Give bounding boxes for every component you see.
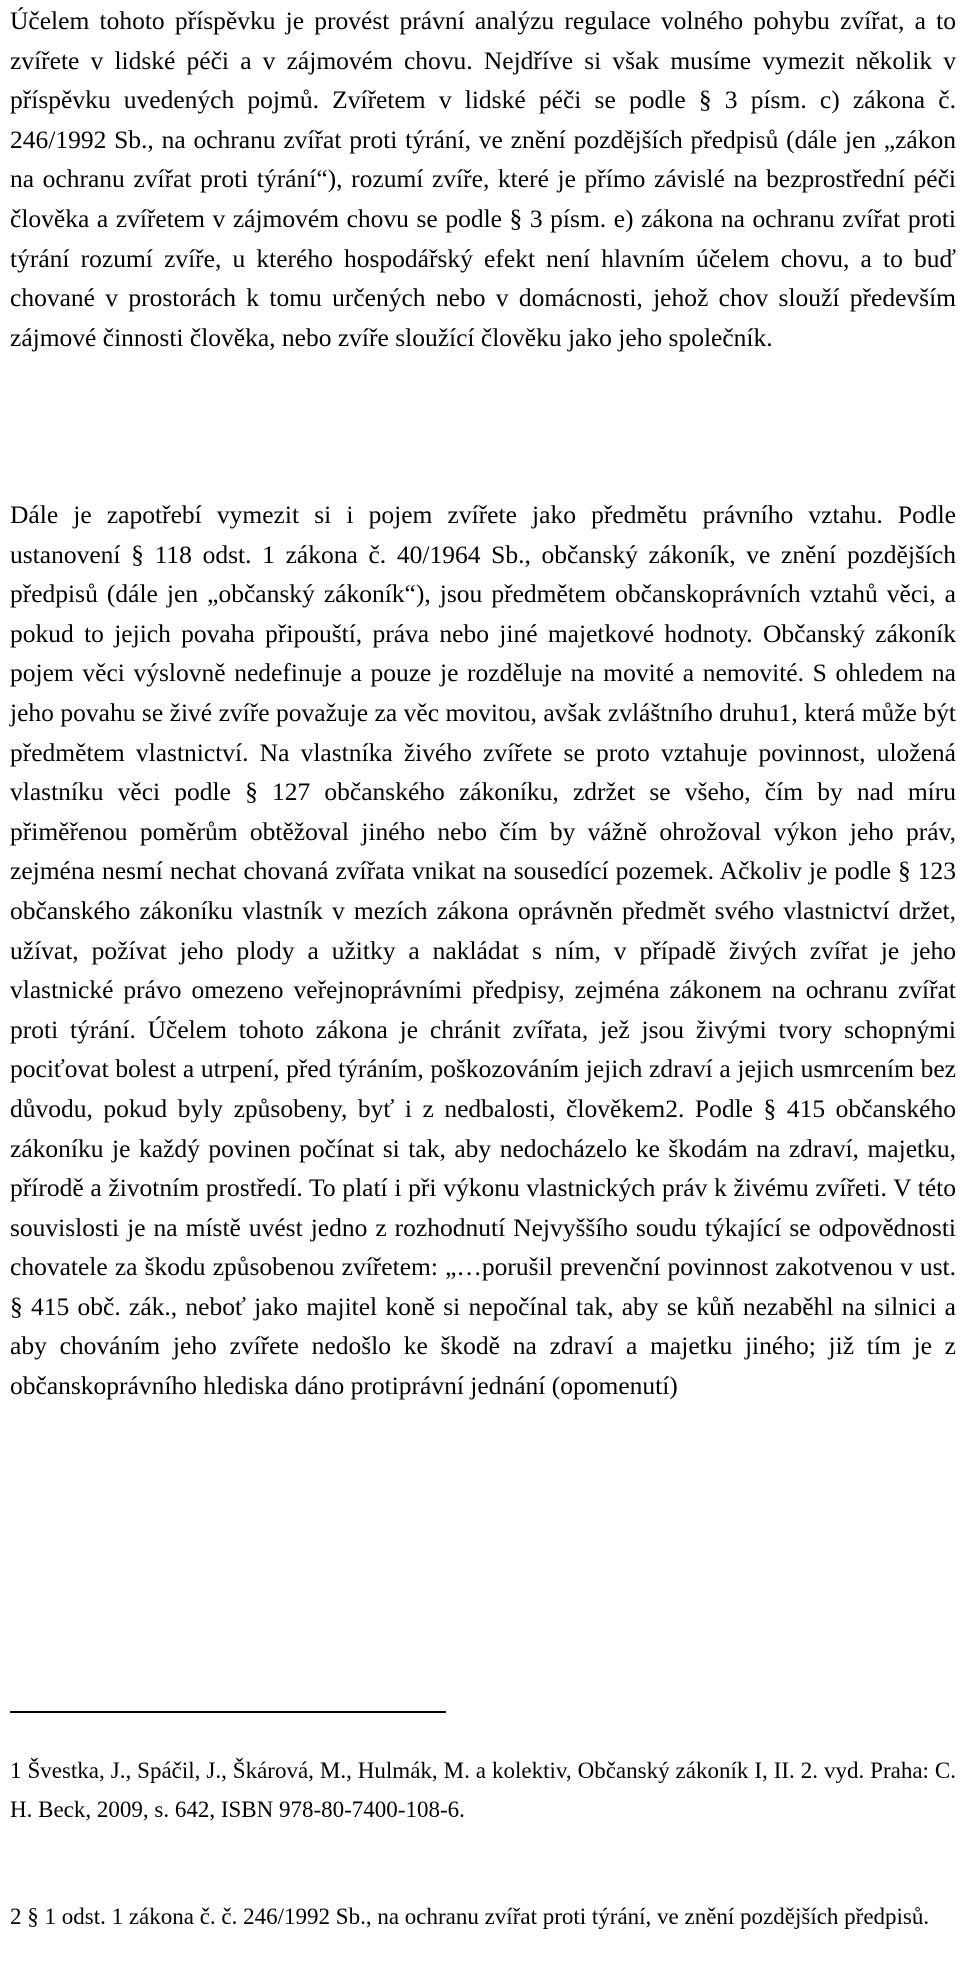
footnote-separator <box>10 1711 446 1713</box>
body-paragraph-1: Účelem tohoto příspěvku je provést právní analýzu regulace volného pohybu zvířat, a to zvířete v lidské péči a v zájmovém chovu. Nejdříve si však musíme vymezit několik v příspěvku uvedených pojmů. Zvířetem v lidské péči se podle § 3 písm. c) zákona č. 246/1992 Sb., na ochranu zvířat proti týrání, ve znění pozdějších předpisů (dále jen „zákon na ochranu zvířat proti týrání“), rozumí zvíře, které je přímo závislé na bezprostřední péči člověka a zvířetem v zájmovém chovu se podle § 3 písm. e) zákona na ochranu zvířat proti týrání rozumí zvíře, u kterého hospodářský efekt není hlavním účelem chovu, a to buď chované v prostorách k tomu určených nebo v domácnosti, jehož chov slouží především zájmové činnosti člověka, nebo zvíře sloužící člověku jako jeho společník. <box>10 6 956 352</box>
footnote-2: 2 § 1 odst. 1 zákona č. č. 246/1992 Sb., na ochranu zvířat proti týrání, ve znění pozdějších předpisů. <box>10 1904 930 1929</box>
footnote-1: 1 Švestka, J., Spáčil, J., Škárová, M., Hulmák, M. a kolektiv, Občanský zákoník I, II. 2. vyd. Praha: C. H. Beck, 2009, s. 642, ISBN 978-80-7400-108-6. <box>10 1758 956 1822</box>
body-paragraph-2: Dále je zapotřebí vymezit si i pojem zvířete jako předmětu právního vztahu. Podle ustanovení § 118 odst. 1 zákona č. 40/1964 Sb., občanský zákoník, ve znění pozdějších předpisů (dále jen „občanský zákoník“), jsou předmětem občanskoprávních vztahů věci, a pokud to jejich povaha připouští, práva nebo jiné majetkové hodnoty. Občanský zákoník pojem věci výslovně nedefinuje a pouze je rozděluje na movité a nemovité. S ohledem na jeho povahu se živé zvíře považuje za věc movitou, avšak zvláštního druhu1, která může být předmětem vlastnictví. Na vlastníka živého zvířete se proto vztahuje povinnost, uložená vlastníku věci podle § 127 občanského zákoníku, zdržet se všeho, čím by nad míru přiměřenou poměrům obtěžoval jiného nebo čím by vážně ohrožoval výkon jeho práv, zejména nesmí nechat chovaná zvířata vnikat na sousedící pozemek. Ačkoliv je podle § 123 občanského zákoníku vlastník v mezích zákona oprávněn předmět svého vlastnictví držet, užívat, požívat jeho plody a užitky a nakládat s ním, v případě živých zvířat je jeho vlastnické právo omezeno veřejnoprávními předpisy, zejména zákonem na ochranu zvířat proti týrání. Účelem tohoto zákona je chránit zvířata, jež jsou živými tvory schopnými pociťovat bolest a utrpení, před týráním, poškozováním jejich zdraví a jejich usmrcením bez důvodu, pokud byly způsobeny, byť i z nedbalosti, člověkem2. Podle § 415 občanského zákoníku je každý povinen počínat si tak, aby nedocházelo ke škodám na zdraví, majetku, přírodě a životním prostředí. To platí i při výkonu vlastnických práv k živému zvířeti. V této souvislosti je na místě uvést jedno z rozhodnutí Nejvyššího soudu týkající se odpovědnosti chovatele za škodu způsobenou zvířetem: „…porušil prevenční povinnost zakotvenou v ust. § 415 obč. zák., neboť jako majitel koně si nepočínal tak, aby se kůň nezaběhl na silnici a aby chováním jeho zvířete nedošlo ke škodě na zdraví a majetku jiného; již tím je z občanskoprávního hlediska dáno protiprávní jednání (opomenutí) <box>10 500 956 1401</box>
